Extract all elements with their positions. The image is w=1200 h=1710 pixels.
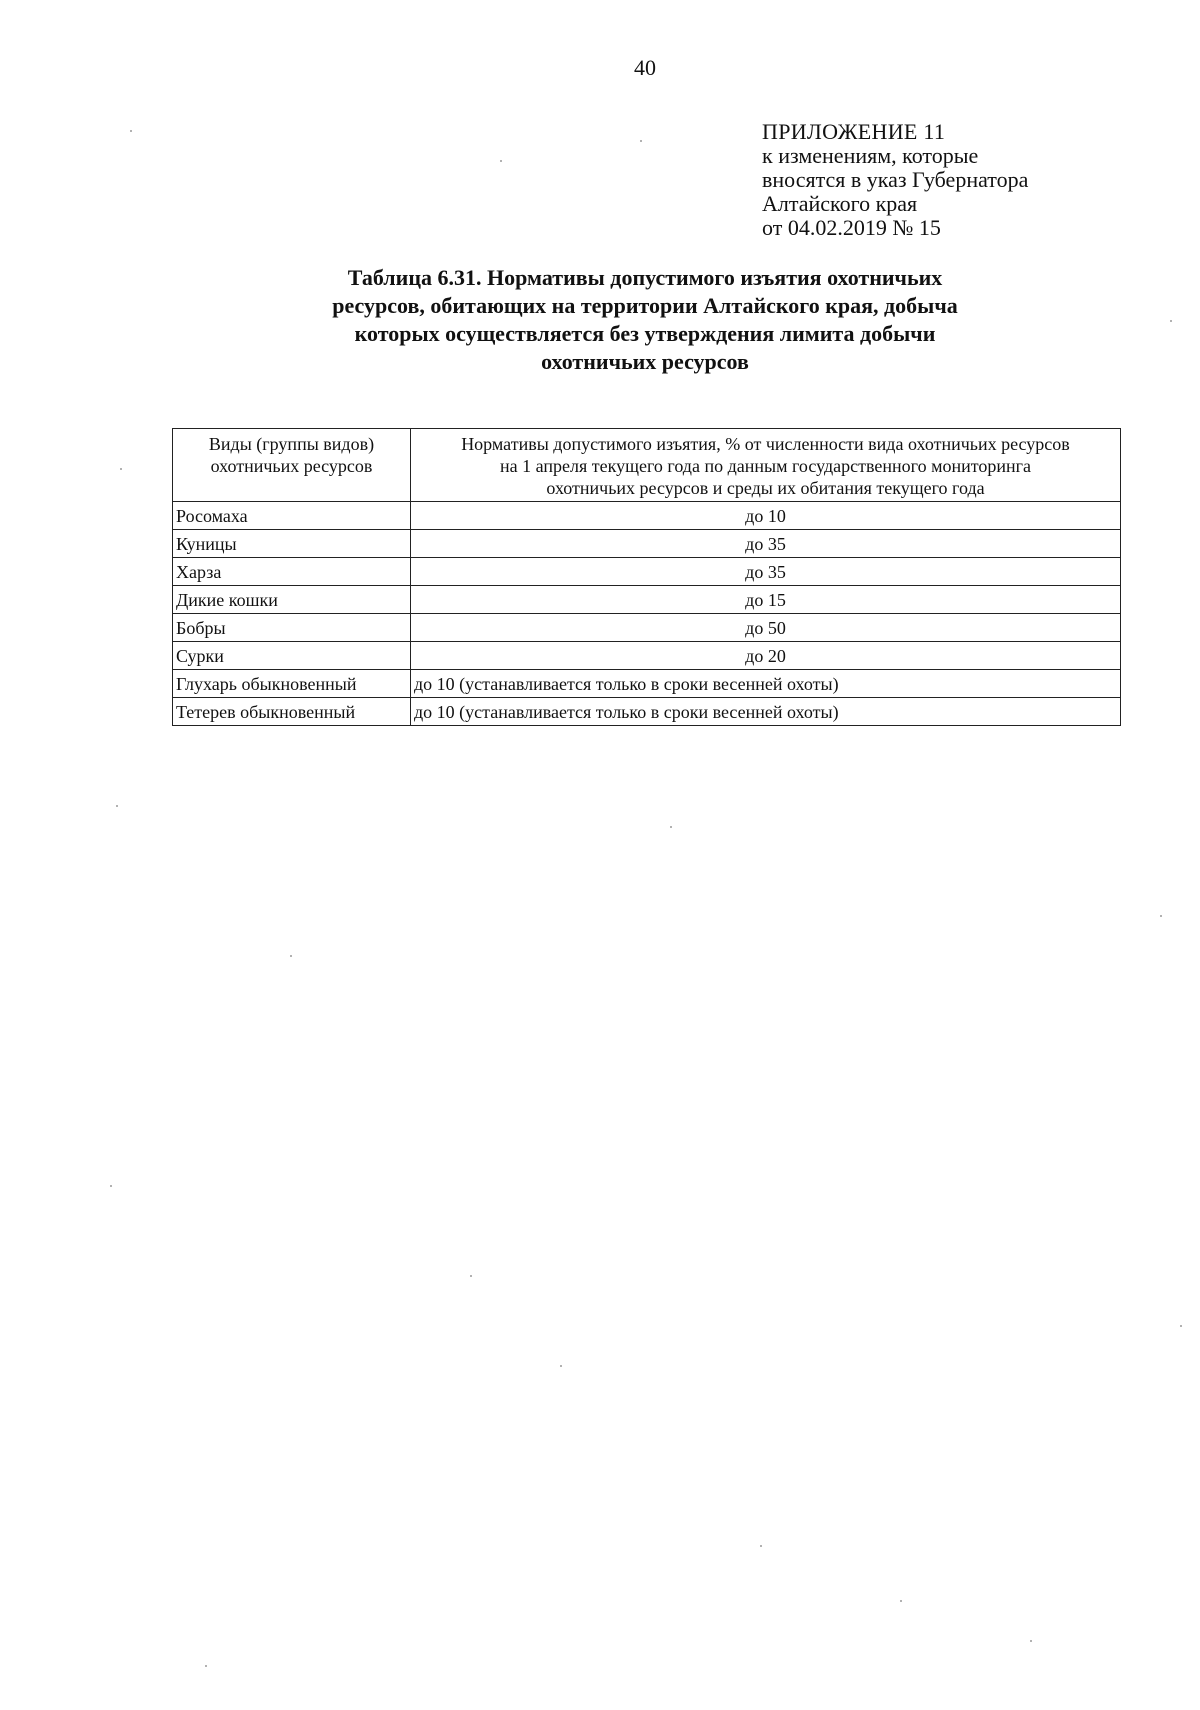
species-cell: Росомаха bbox=[173, 502, 411, 530]
scan-speck bbox=[290, 955, 292, 957]
header-species bbox=[173, 429, 411, 502]
header-norm-line: на 1 апреля текущего года по данным государственного мониторинга bbox=[500, 456, 1031, 476]
norm-cell: до 35 bbox=[411, 530, 1121, 558]
appendix-line: к изменениям, которые bbox=[762, 143, 979, 168]
scan-speck bbox=[130, 130, 132, 132]
scan-speck bbox=[1170, 320, 1172, 322]
header-norm-line: Нормативы допустимого изъятия, % от численности вида охотничьих ресурсов bbox=[461, 434, 1070, 454]
norm-cell: до 10 (устанавливается только в сроки весенней охоты) bbox=[411, 670, 1121, 698]
appendix-block bbox=[762, 120, 1028, 240]
appendix-line: Алтайского края bbox=[762, 191, 918, 216]
scan-speck bbox=[1180, 1325, 1182, 1327]
table-row bbox=[173, 586, 1121, 614]
scan-speck bbox=[760, 1545, 762, 1547]
header-species-line: Виды (группы видов) bbox=[208, 434, 375, 454]
norm-cell: до 35 bbox=[411, 558, 1121, 586]
scan-speck bbox=[500, 160, 502, 162]
scan-speck bbox=[670, 826, 672, 828]
table-title-line: которых осуществляется без утверждения лимита добычи bbox=[354, 321, 936, 346]
scan-speck bbox=[470, 1275, 472, 1277]
species-cell: Куницы bbox=[173, 530, 411, 558]
species-cell: Дикие кошки bbox=[173, 586, 411, 614]
table-row bbox=[173, 698, 1121, 726]
scan-speck bbox=[120, 468, 122, 470]
header-norm-line: охотничьих ресурсов и среды их обитания текущего года bbox=[546, 478, 985, 498]
table-title bbox=[240, 264, 1050, 376]
scan-speck bbox=[900, 1600, 902, 1602]
table-title-line: охотничьих ресурсов bbox=[541, 349, 749, 374]
species-cell: Бобры bbox=[173, 614, 411, 642]
scan-speck bbox=[116, 805, 118, 807]
norm-cell: до 10 (устанавливается только в сроки весенней охоты) bbox=[411, 698, 1121, 726]
norm-cell: до 15 bbox=[411, 586, 1121, 614]
table-row bbox=[173, 642, 1121, 670]
norm-cell: до 10 bbox=[411, 502, 1121, 530]
table-row bbox=[173, 614, 1121, 642]
scan-speck bbox=[1030, 1640, 1032, 1642]
header-norm bbox=[411, 429, 1121, 502]
table-header-row bbox=[173, 429, 1121, 502]
table-title-line: ресурсов, обитающих на территории Алтайского края, добыча bbox=[332, 293, 958, 318]
species-cell: Глухарь обыкновенный bbox=[173, 670, 411, 698]
norm-cell: до 50 bbox=[411, 614, 1121, 642]
scan-speck bbox=[110, 1185, 112, 1187]
scan-speck bbox=[640, 140, 642, 142]
table-title-line: Таблица 6.31. Нормативы допустимого изъятия охотничьих bbox=[347, 265, 943, 290]
header-species-line: охотничьих ресурсов bbox=[210, 456, 373, 476]
species-cell: Сурки bbox=[173, 642, 411, 670]
table-row bbox=[173, 530, 1121, 558]
scan-speck bbox=[1160, 915, 1162, 917]
table-row bbox=[173, 670, 1121, 698]
appendix-line: вносятся в указ Губернатора bbox=[762, 167, 1029, 192]
appendix-line: от 04.02.2019 № 15 bbox=[762, 215, 941, 240]
table-row bbox=[173, 502, 1121, 530]
species-cell: Харза bbox=[173, 558, 411, 586]
scan-speck bbox=[560, 1365, 562, 1367]
norms-table bbox=[172, 428, 1121, 726]
table-row bbox=[173, 558, 1121, 586]
scan-speck bbox=[205, 1665, 207, 1667]
page-number: 40 bbox=[634, 55, 656, 80]
appendix-title: ПРИЛОЖЕНИЕ 11 bbox=[762, 119, 946, 144]
norm-cell: до 20 bbox=[411, 642, 1121, 670]
species-cell: Тетерев обыкновенный bbox=[173, 698, 411, 726]
